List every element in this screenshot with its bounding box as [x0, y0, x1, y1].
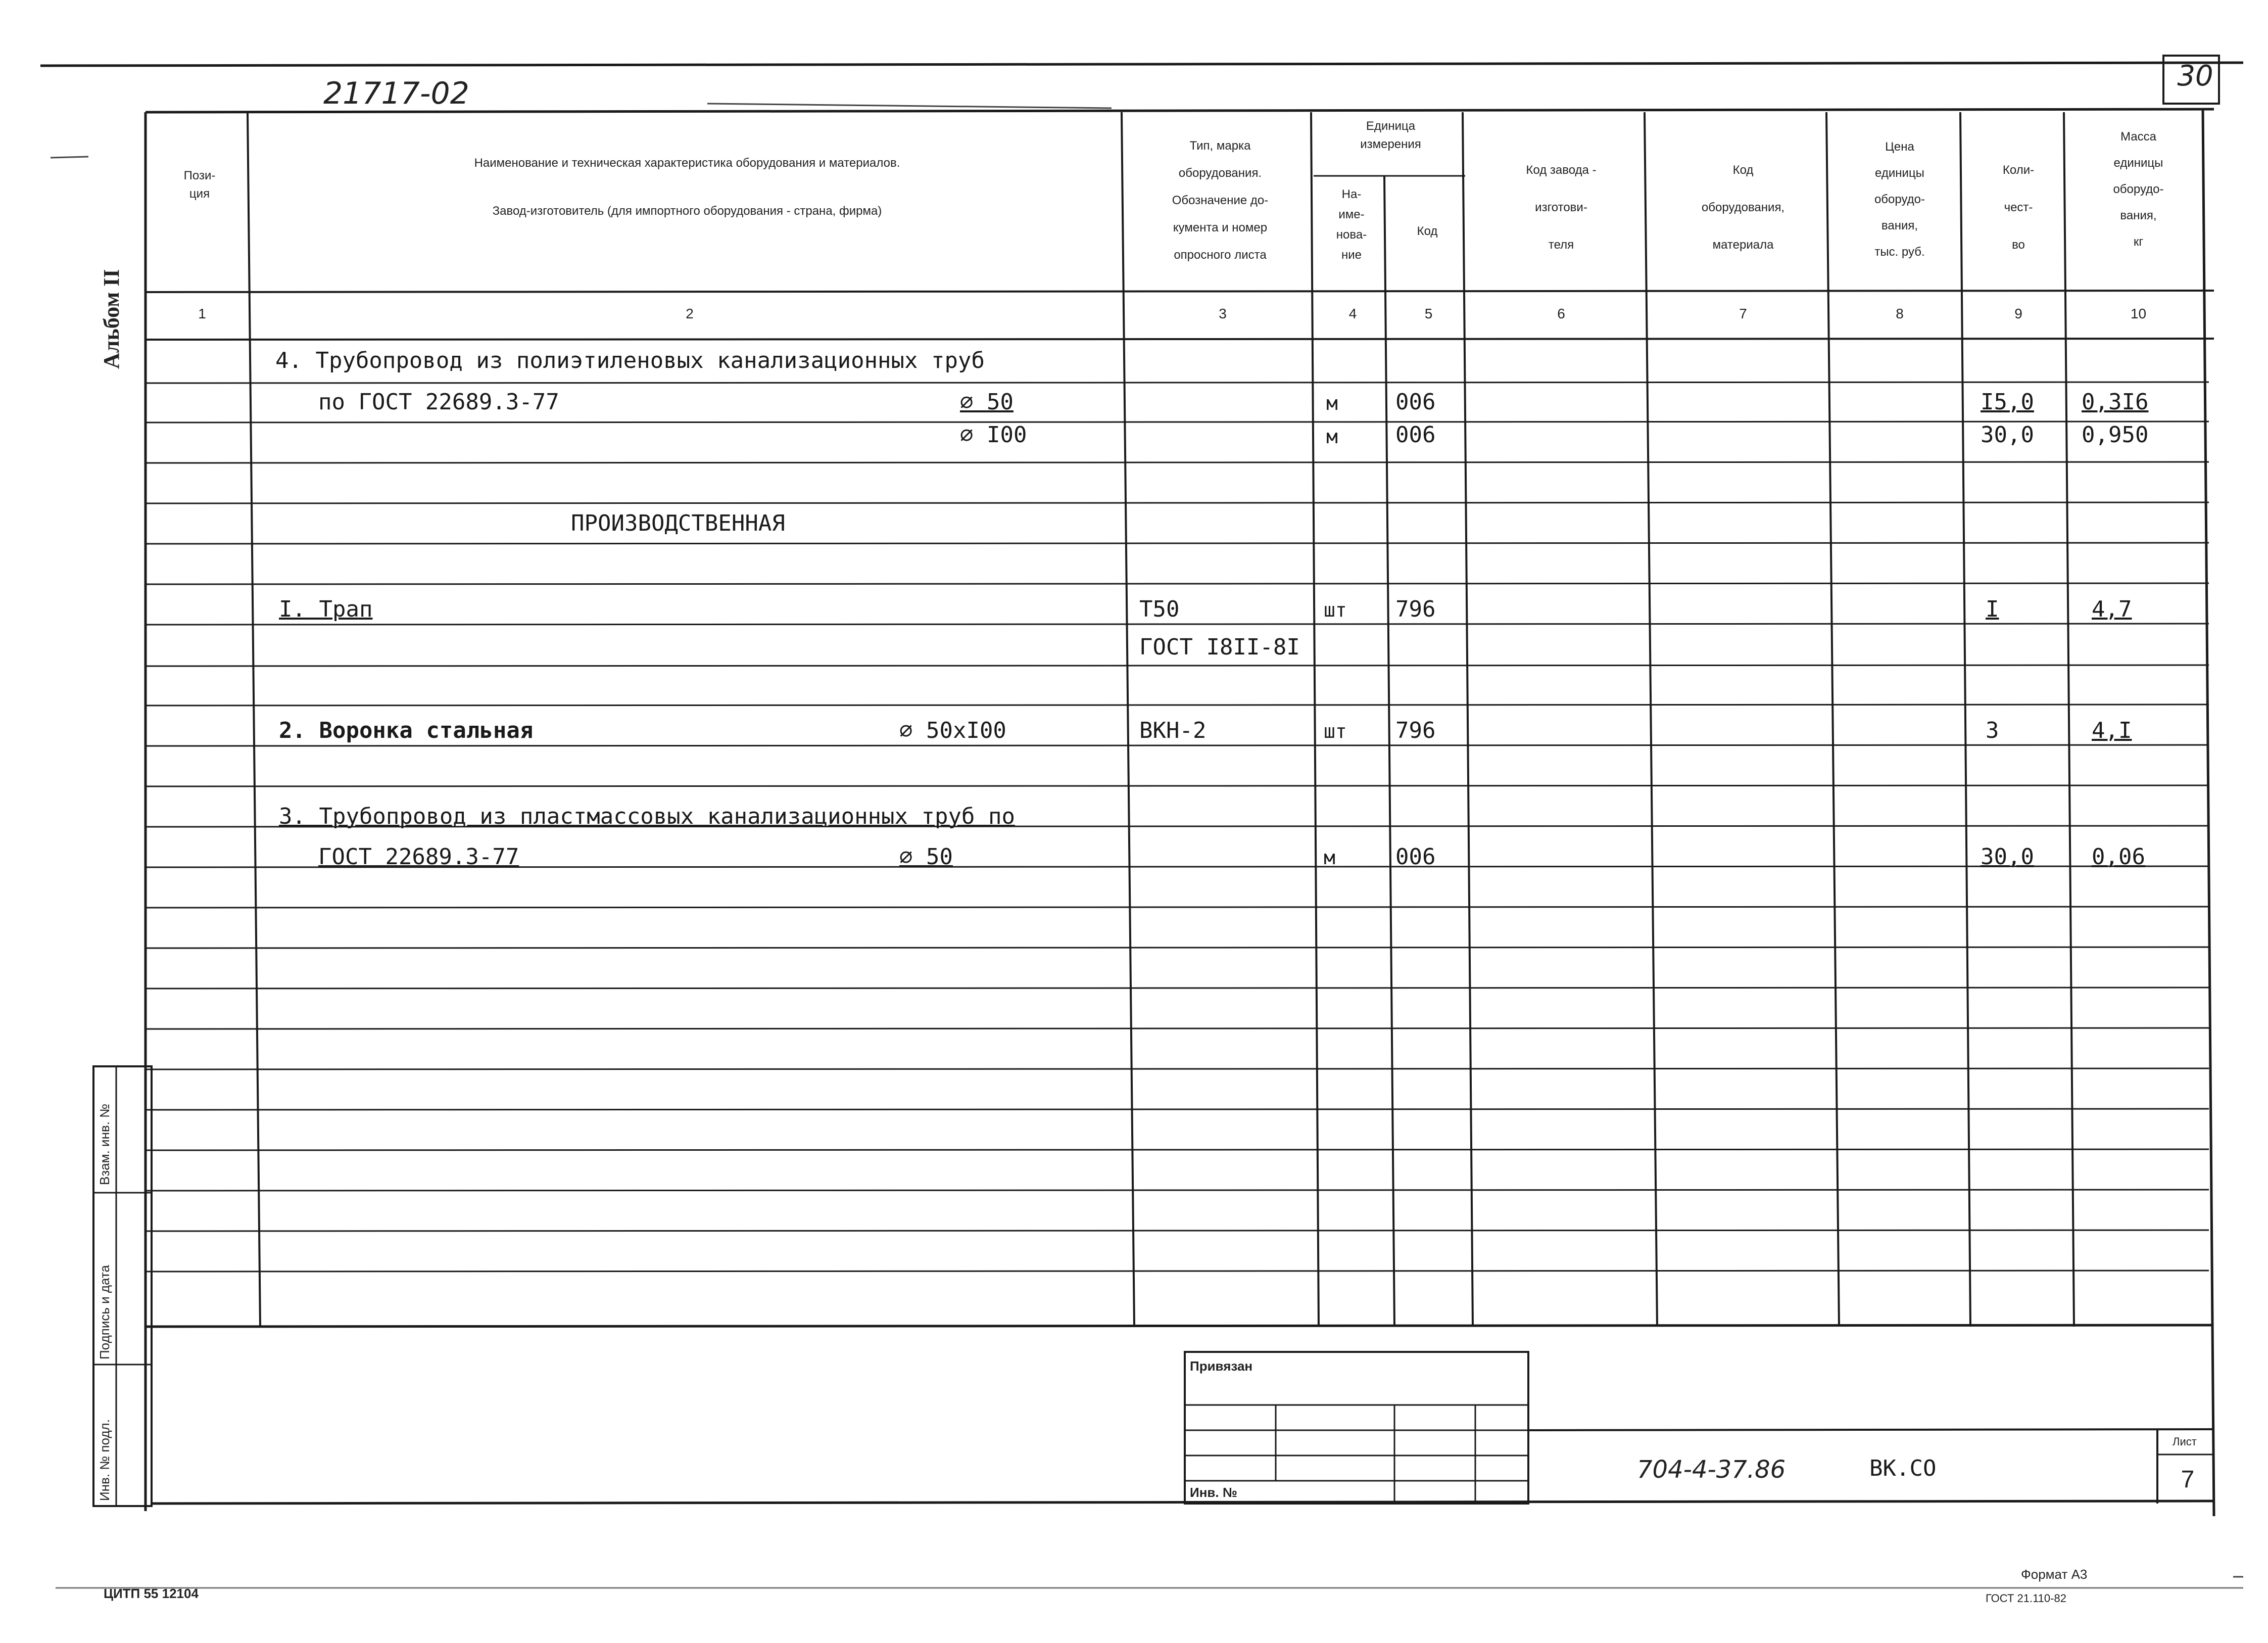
page-number: 30	[2177, 60, 2213, 92]
format-label: Формат А3	[2021, 1567, 2088, 1582]
privyazan-label: Привязан	[1190, 1358, 1253, 1374]
item-type: ГОСТ I8II-8I	[1139, 634, 1300, 660]
col-number: 5	[1424, 306, 1433, 321]
col-number: 10	[2130, 306, 2147, 321]
col-number: 9	[2014, 306, 2022, 321]
header-unit-group: Единица измерения	[1360, 119, 1421, 151]
header-mass: Масса единицы оборудо- вания, кг	[2113, 130, 2164, 249]
col-number: 8	[1896, 306, 1904, 321]
inv-no-label: Инв. №	[1190, 1485, 1237, 1500]
col-number: 3	[1219, 306, 1227, 321]
item-unit: шт	[1324, 720, 1347, 742]
item-unit-code: 006	[1395, 422, 1436, 448]
item-type: Т50	[1139, 596, 1180, 622]
item-name: 3. Трубопровод из пластмассовых канализационных труб по	[279, 804, 1015, 829]
item-mass: 4,7	[2092, 596, 2132, 622]
sheet-label: Лист	[2173, 1435, 2197, 1448]
document-designation: 704-4-37.86	[1637, 1456, 1786, 1484]
stamp-signature-date: Подпись и дата	[97, 1264, 112, 1359]
item-mass: 0,06	[2092, 844, 2145, 870]
header-position: Пози- ция	[183, 169, 216, 201]
item-size: ⌀ 50	[899, 844, 953, 870]
col-number: 7	[1739, 306, 1747, 321]
header-unit-code: Код	[1417, 224, 1438, 238]
item-quantity: I5,0	[1981, 389, 2034, 415]
item-name: 2. Воронка стальная	[279, 718, 534, 743]
item-quantity: 3	[1986, 718, 1999, 743]
item-unit: шт	[1324, 599, 1347, 621]
item-unit-code: 006	[1395, 844, 1436, 870]
section-heading: ПРОИЗВОДСТВЕННАЯ	[571, 510, 785, 536]
item-size: ⌀ 50	[960, 389, 1014, 415]
sheet-number: 7	[2181, 1466, 2195, 1493]
col-number: 1	[198, 306, 206, 321]
item-mass: 0,950	[2082, 422, 2149, 448]
item-name: I. Трап	[279, 596, 373, 622]
header-name-line2: Завод-изготовитель (для импортного оборудования - страна, фирма)	[492, 204, 882, 218]
stamp-replaced-inv: Взам. инв. №	[97, 1103, 112, 1185]
album-label: Альбом II	[99, 269, 124, 369]
item-unit: м	[1326, 392, 1338, 414]
header-equipment-code: Код оборудования, материала	[1701, 163, 1785, 252]
item-name: ГОСТ 22689.3-77	[318, 844, 519, 870]
col-number: 4	[1348, 306, 1357, 321]
header-name-line1: Наименование и техническая характеристика оборудования и материалов.	[474, 156, 900, 170]
item-unit-code: 006	[1395, 389, 1436, 415]
item-unit: м	[1324, 847, 1335, 869]
col-number: 6	[1557, 306, 1565, 321]
gost-label: ГОСТ 21.110-82	[1986, 1592, 2066, 1605]
item-unit-code: 796	[1395, 718, 1436, 743]
item-mass: 4,I	[2092, 718, 2132, 743]
item-size: ⌀ 50хI00	[899, 718, 1006, 743]
archive-number: 21717-02	[323, 76, 469, 111]
item-quantity: 30,0	[1981, 844, 2034, 870]
item-quantity: 30,0	[1981, 422, 2034, 448]
header-manufacturer-code: Код завода - изготови- теля	[1526, 163, 1597, 252]
item-unit-code: 796	[1395, 596, 1436, 622]
item-type: ВКН-2	[1139, 718, 1207, 743]
col-number: 2	[686, 306, 694, 321]
footer-code: ЦИТП 55 12104	[104, 1586, 199, 1601]
item-quantity: I	[1986, 596, 1999, 622]
header-type: Тип, марка оборудования. Обозначение до- кумента и номер опросного листа	[1172, 139, 1269, 262]
item-name: 4. Трубопровод из полиэтиленовых канализационных труб	[275, 348, 985, 373]
header-quantity: Коли- чест- во	[2002, 163, 2035, 252]
item-size: ⌀ I00	[960, 422, 1027, 448]
header-price: Цена единицы оборудо- вания, тыс. руб.	[1874, 140, 1925, 259]
document-section: ВК.СО	[1869, 1456, 1937, 1481]
stamp-original-inv: Инв. № подл.	[97, 1419, 112, 1501]
item-unit: м	[1326, 426, 1338, 448]
item-mass: 0,3I6	[2082, 389, 2149, 415]
item-name: по ГОСТ 22689.3-77	[318, 389, 559, 415]
header-unit-name: На- име- нова- ние	[1336, 187, 1367, 262]
